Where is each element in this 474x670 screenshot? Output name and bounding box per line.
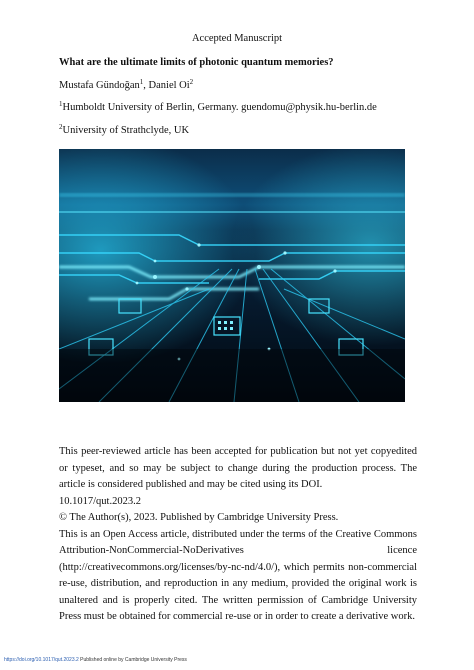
license-text: This is an Open Access article, distributed under the terms of the Creative Commons Attribution-NonCommercial-NoDerivatives licence (http://creativecommons.org/licenses/by-nc-nd/4.0/), which permits non-commercial re-use, distribution, and reproduction in any medium, provided the original work is unaltered and is properly cited. The written permission of Cambridge University Press must be obtained for commercial re-use or in order to create a derivative work.	[59, 528, 417, 622]
affiliation	[59, 102, 377, 113]
author-separator: ,	[143, 80, 149, 91]
affiliation-mark: 1	[59, 100, 63, 108]
author-affiliation-mark: 1	[139, 78, 144, 86]
footer-text: Published online by Cambridge University Press	[78, 657, 187, 663]
author-affiliation-mark: 2	[189, 78, 194, 86]
doi-text: 10.1017/qut.2023.2	[59, 495, 141, 507]
publication-notice: This peer-reviewed article has been accepted for publication but not yet copyedited or typeset, and so may be subject to change during the production process. The article is considered published and may be cited using its DOI.	[59, 446, 417, 490]
affiliation	[59, 125, 189, 136]
circuit-board-image	[59, 149, 405, 402]
affiliation-text: Humboldt University of Berlin, Germany. guendomu@physik.hu-berlin.de	[62, 102, 377, 113]
page-footer	[4, 657, 187, 663]
author-line	[59, 80, 193, 91]
doi-link[interactable]: https://doi.org/10.1017/qut.2023.2	[4, 657, 79, 663]
page-header: Accepted Manuscript	[191, 33, 283, 44]
author-name: Mustafa Gündoğan	[59, 80, 140, 91]
copyright-text: © The Author(s), 2023. Published by Cambridge University Press.	[59, 512, 339, 523]
affiliation-text: University of Strathclyde, UK	[62, 125, 190, 136]
affiliation-mark: 2	[59, 123, 63, 131]
author-name: Daniel Oi	[148, 80, 190, 91]
article-notice	[59, 444, 417, 626]
article-title: What are the ultimate limits of photonic quantum memories?	[59, 57, 334, 68]
